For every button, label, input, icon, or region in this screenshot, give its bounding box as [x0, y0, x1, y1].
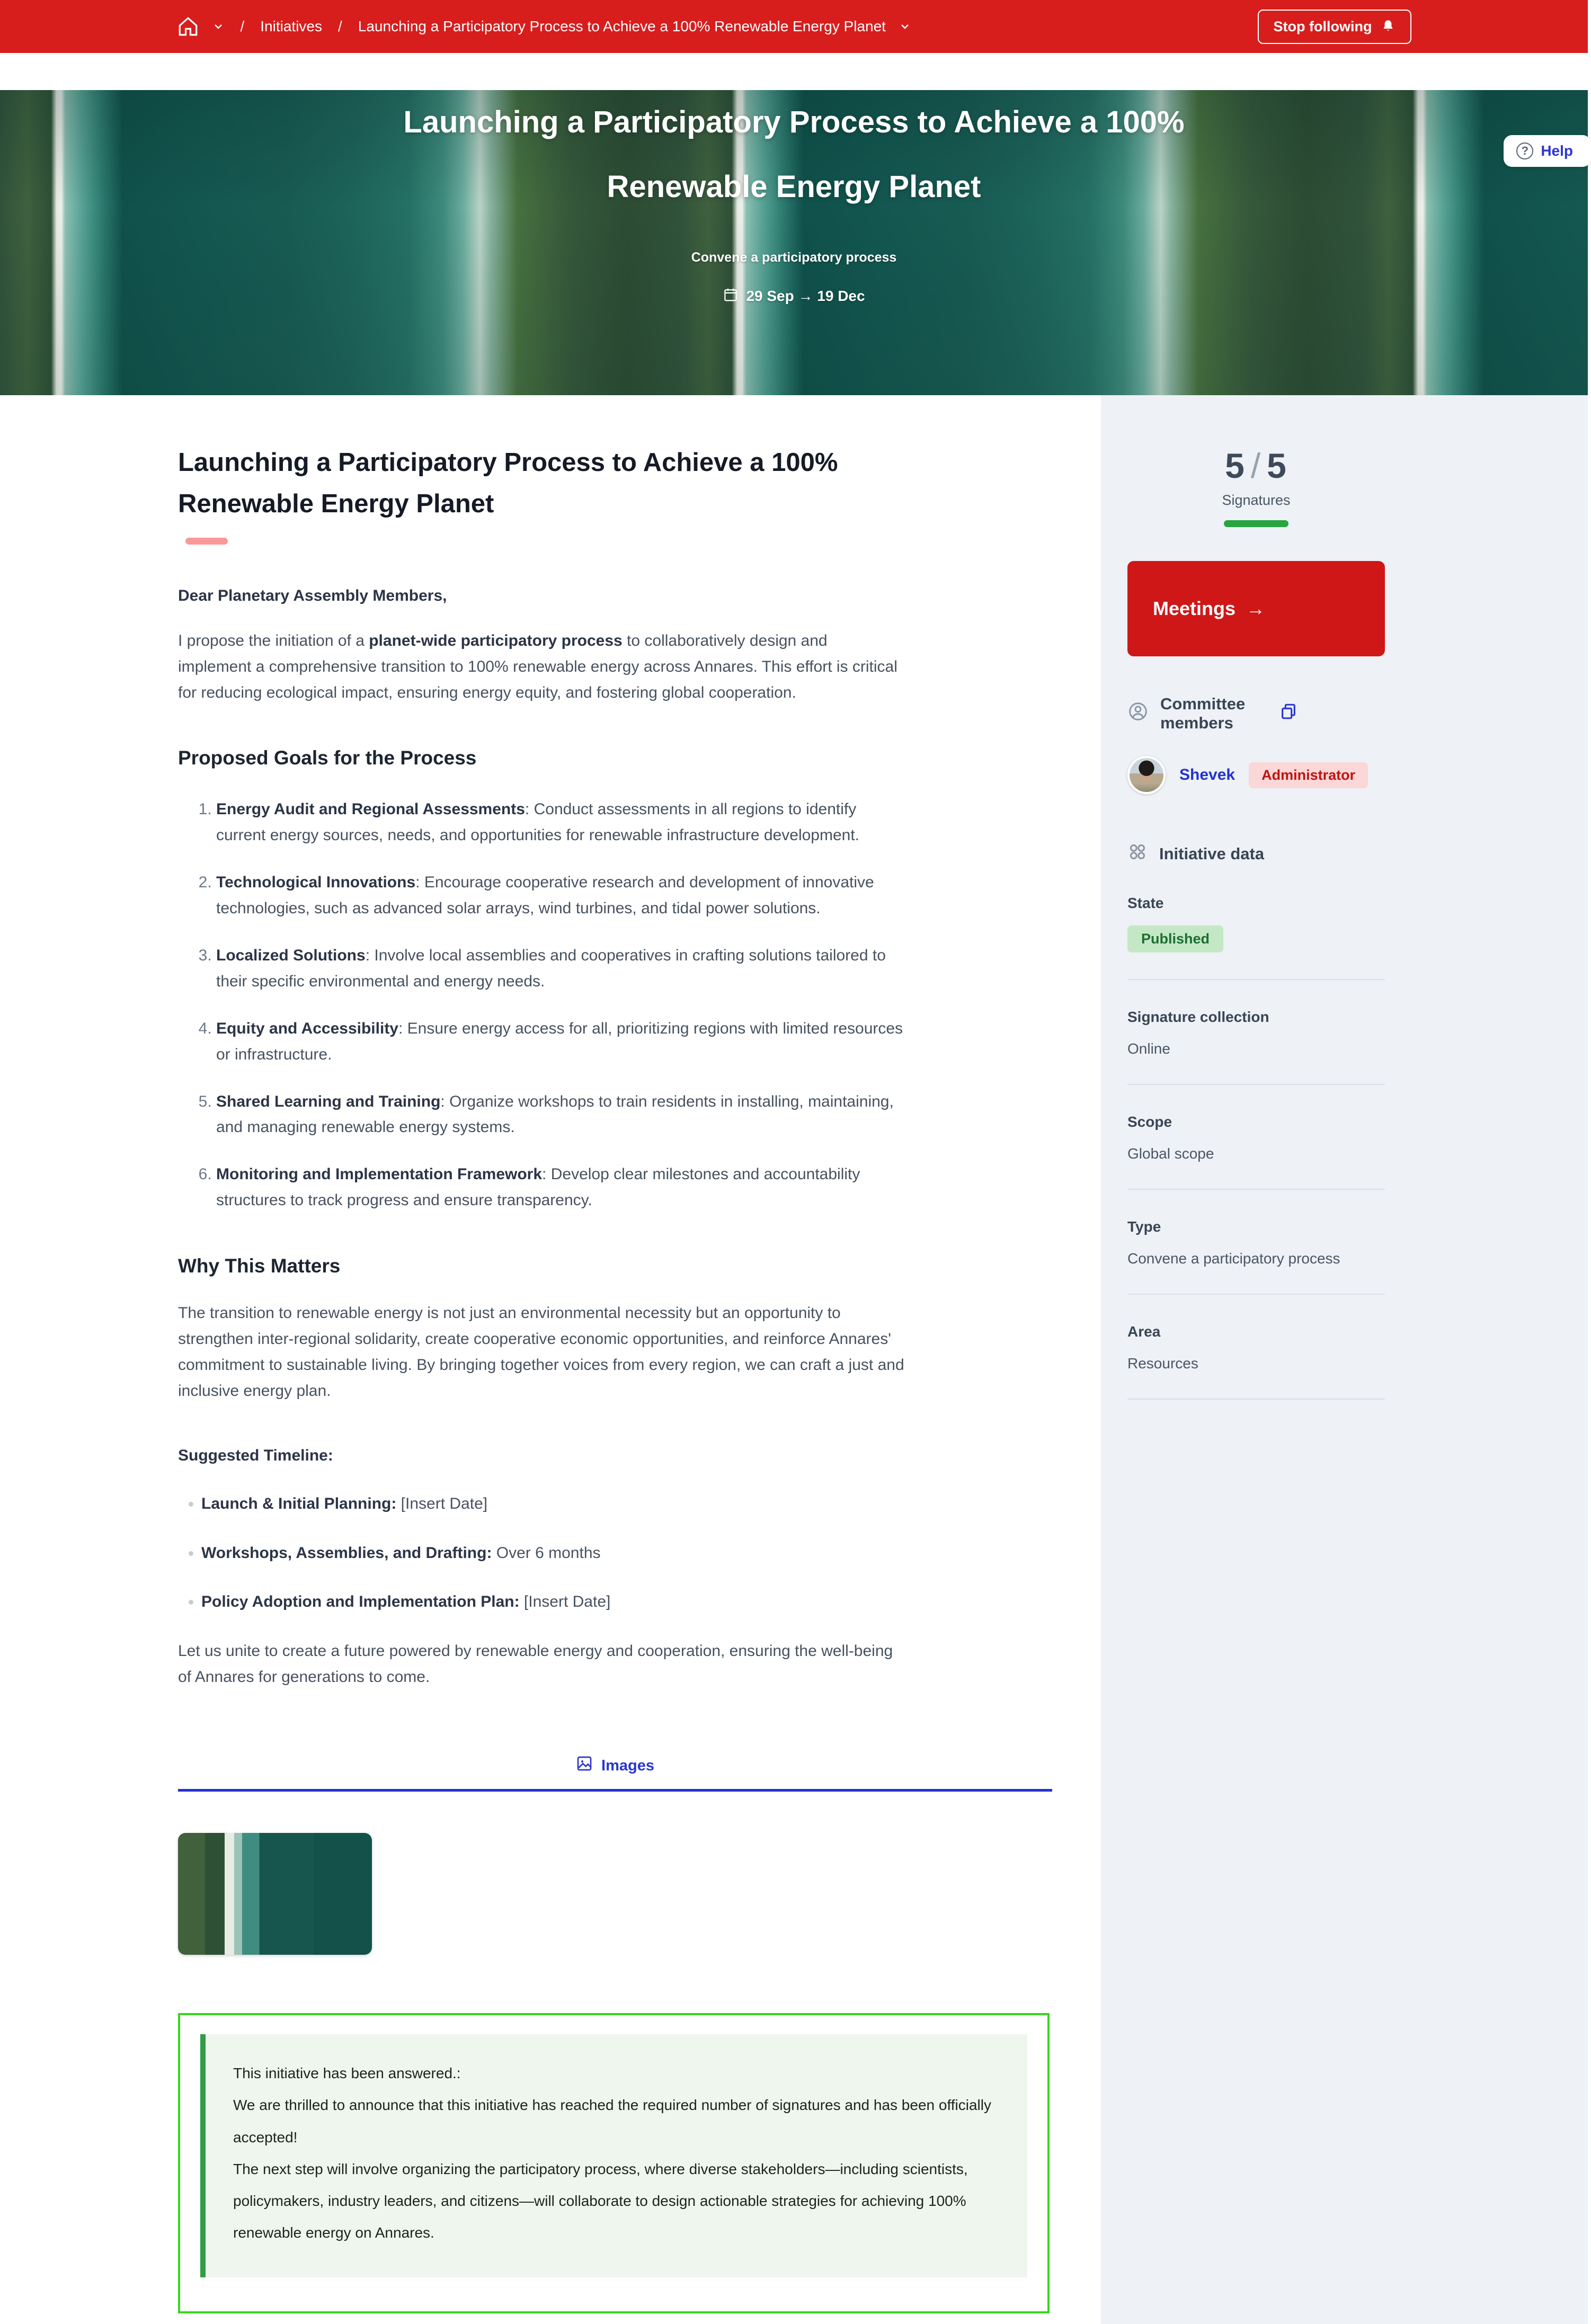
- breadcrumb-initiatives[interactable]: Initiatives: [260, 18, 322, 34]
- signatures-count: [1127, 446, 1385, 486]
- timeline-desc: [Insert Date]: [519, 1593, 611, 1611]
- member-name-link[interactable]: Shevek: [1179, 766, 1236, 783]
- why-paragraph: The transition to renewable energy is not just an environmental necessity but an opportunity to strengthen inter-regional solidarity, create cooperative economic opportunities, and reinforce Annares' commitment to sustainable living. By bringing together voices from every region, we can craft a just and inclusive energy plan.: [178, 1304, 904, 1400]
- timeline-item: [201, 1589, 905, 1615]
- field-state: [1127, 895, 1385, 952]
- goal-desc: : Involve local assemblies and cooperatives in crafting solutions tailored to their specific environmental and energy needs.: [216, 947, 886, 990]
- field-value: Online: [1127, 1040, 1170, 1057]
- committee-member-row: [1127, 756, 1385, 794]
- hero-title: Launching a Participatory Process to Achieve a 100% Renewable Energy Planet: [403, 105, 1185, 204]
- field-value: Global scope: [1127, 1145, 1214, 1162]
- member-role-badge: Administrator: [1249, 762, 1368, 788]
- answer-line: We are thrilled to announce that this initiative has reached the required number of signatures and has been officially accepted!: [233, 2097, 991, 2145]
- field-label: State: [1127, 895, 1164, 911]
- intro-text-bold: planet-wide participatory process: [369, 631, 623, 649]
- article-column: [0, 395, 1101, 2324]
- field-label: Area: [1127, 1323, 1161, 1340]
- top-navbar: [0, 0, 1588, 53]
- meetings-button[interactable]: [1127, 561, 1385, 656]
- goal-desc: : Ensure energy access for all, prioritizing regions with limited resources or infrastructure.: [216, 1019, 903, 1063]
- committee-members-header: [1127, 694, 1385, 733]
- sidebar-panel: [1101, 395, 1588, 2324]
- timeline-item: [201, 1541, 905, 1566]
- sidebar-divider: [1127, 1399, 1385, 1400]
- title-underline-accent: [185, 538, 228, 545]
- intro-text-post: to collaboratively design and implement a comprehensive transition to 100% renewable energy across Annares. This effort is critical for reducing ecological impact, ensuring energy equity, and fostering global cooperation.: [178, 631, 897, 701]
- goal-term: Energy Audit and Regional Assessments: [216, 800, 525, 818]
- field-label: Signature collection: [1127, 1009, 1269, 1025]
- attachment-image-thumbnail[interactable]: [178, 1833, 372, 1955]
- answer-line: This initiative has been answered.:: [233, 2065, 461, 2082]
- timeline-desc: [Insert Date]: [396, 1494, 488, 1512]
- goal-term: Shared Learning and Training: [216, 1092, 441, 1110]
- goals-heading: Proposed Goals for the Process: [178, 747, 477, 769]
- timeline-term: Workshops, Assemblies, and Drafting:: [201, 1544, 492, 1562]
- copy-icon[interactable]: [1279, 702, 1297, 725]
- hero-subtitle: Convene a participatory process: [691, 250, 897, 265]
- question-circle-icon: ?: [1516, 143, 1533, 159]
- home-icon[interactable]: [177, 15, 199, 38]
- answer-line: The next step will involve organizing the participatory process, where diverse stakeholders—including scientists, policymakers, industry leaders, and citizens—will collaborate to design actionable strategies for achieving 100% renewable energy on Annares.: [233, 2160, 968, 2241]
- stop-following-button[interactable]: [1258, 10, 1411, 44]
- hero-date-range: [0, 287, 1588, 306]
- timeline-term: Policy Adoption and Implementation Plan:: [201, 1593, 520, 1611]
- field-value: Convene a participatory process: [1127, 1250, 1340, 1267]
- signatures-current: 5: [1225, 446, 1246, 485]
- breadcrumb-current-title[interactable]: Launching a Participatory Process to Achieve a 100% Renewable Energy Planet: [358, 18, 886, 34]
- sidebar-divider: [1127, 1294, 1385, 1295]
- timeline-list: [178, 1491, 905, 1616]
- article-intro-paragraph: [178, 628, 905, 706]
- goal-item: [216, 1089, 905, 1141]
- article-title: Launching a Participatory Process to Achieve a 100% Renewable Energy Planet: [178, 448, 838, 519]
- navbar-inner: [177, 10, 1411, 44]
- goal-desc: : Develop clear milestones and accountability structures to track progress and ensure transparency.: [216, 1165, 860, 1209]
- goal-desc: : Conduct assessments in all regions to identify current energy sources, needs, and opportunities for renewable infrastructure development.: [216, 800, 860, 844]
- breadcrumb-chevron-down-icon[interactable]: [899, 20, 911, 33]
- goal-term: Localized Solutions: [216, 947, 366, 965]
- main-layout: [0, 395, 1588, 2324]
- article-salutation: Dear Planetary Assembly Members,: [178, 586, 447, 604]
- hero-banner-image: [0, 90, 1588, 395]
- field-signature-collection: [1127, 1009, 1385, 1057]
- help-label: Help: [1541, 143, 1573, 159]
- published-status-badge: Published: [1127, 925, 1223, 952]
- timeline-term: Launch & Initial Planning:: [201, 1494, 397, 1512]
- grid-icon: [1127, 842, 1148, 866]
- intro-text-pre: I propose the initiation of a: [178, 631, 369, 649]
- goal-term: Monitoring and Implementation Framework: [216, 1165, 543, 1183]
- image-icon: [576, 1755, 593, 1776]
- bell-icon: [1381, 19, 1396, 34]
- goal-item: [216, 797, 905, 849]
- sidebar-divider: [1127, 1189, 1385, 1190]
- calendar-icon: [723, 287, 739, 306]
- breadcrumb-separator: /: [240, 18, 245, 34]
- goal-term: Technological Innovations: [216, 874, 416, 892]
- timeline-desc: Over 6 months: [492, 1544, 601, 1562]
- help-button[interactable]: [1504, 135, 1591, 167]
- arrow-right-icon: →: [1246, 598, 1266, 619]
- sidebar-content: [1127, 446, 1385, 1400]
- field-area: [1127, 1323, 1385, 1372]
- field-value: Resources: [1127, 1355, 1198, 1372]
- closing-paragraph: Let us unite to create a future powered by renewable energy and cooperation, ensuring the well-being of Annares for generations to come.: [178, 1642, 893, 1686]
- goal-item: [216, 943, 905, 995]
- answer-callout: [200, 2034, 1027, 2277]
- why-heading: Why This Matters: [178, 1255, 341, 1277]
- member-avatar[interactable]: [1127, 756, 1166, 794]
- stop-following-label: Stop following: [1273, 18, 1372, 34]
- initiative-data-header: [1127, 842, 1385, 866]
- field-type: [1127, 1218, 1385, 1267]
- field-scope: [1127, 1114, 1385, 1162]
- breadcrumb-separator: /: [338, 18, 342, 34]
- meetings-label: Meetings: [1153, 598, 1236, 619]
- goal-term: Equity and Accessibility: [216, 1019, 398, 1037]
- home-chevron-down-icon[interactable]: [212, 20, 225, 33]
- person-circle-icon: [1127, 701, 1149, 726]
- goal-desc: : Encourage cooperative research and development of innovative technologies, such as advanced solar arrays, wind turbines, and tidal power solutions.: [216, 874, 874, 918]
- committee-members-label: Committee members: [1160, 694, 1246, 732]
- timeline-heading: Suggested Timeline:: [178, 1446, 333, 1464]
- hero-date-text: 29 Sep → 19 Dec: [746, 288, 865, 305]
- answer-box: [178, 2013, 1050, 2313]
- signatures-progress-bar: [1224, 520, 1288, 527]
- signatures-label: Signatures: [1222, 492, 1291, 508]
- goal-item: [216, 870, 905, 922]
- signatures-total: 5: [1267, 446, 1287, 485]
- images-label: Images: [601, 1757, 654, 1774]
- field-label: Type: [1127, 1218, 1161, 1235]
- field-label: Scope: [1127, 1114, 1172, 1130]
- timeline-item: [201, 1491, 905, 1517]
- goals-list: [178, 797, 905, 1214]
- goal-desc: : Organize workshops to train residents in installing, maintaining, and managing renewable energy systems.: [216, 1092, 894, 1136]
- sidebar-divider: [1127, 1084, 1385, 1085]
- signatures-separator: /: [1250, 446, 1262, 485]
- images-section-link[interactable]: [178, 1755, 1052, 1792]
- goal-item: [216, 1016, 905, 1068]
- sidebar-divider: [1127, 979, 1385, 980]
- initiative-data-label: Initiative data: [1159, 844, 1265, 863]
- goal-item: [216, 1162, 905, 1214]
